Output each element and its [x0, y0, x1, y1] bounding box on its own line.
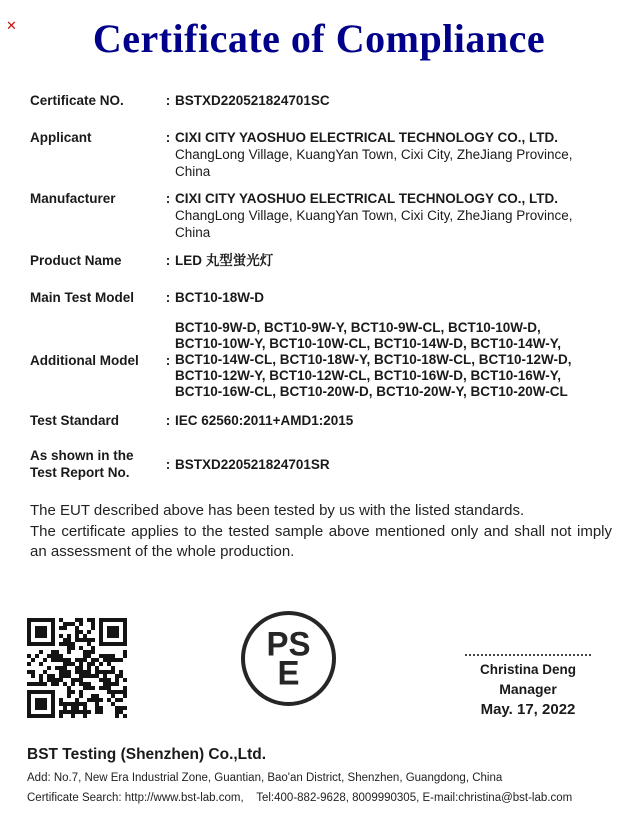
qr-code-block	[26, 617, 128, 719]
main-test-model-value: BCT10-18W-D	[175, 290, 264, 305]
signature-date: May. 17, 2022	[480, 701, 576, 718]
product-name-value: LED 丸型蛍光灯	[175, 253, 274, 268]
applicant-address-line2: China	[175, 164, 211, 179]
additional-model-value	[175, 320, 612, 400]
field-row-certificate-no	[30, 92, 612, 109]
statement-line1: The EUT described above has been tested by us with the listed standards.	[30, 502, 525, 519]
field-row-product-name	[30, 252, 612, 269]
manufacturer-address-line2: China	[175, 225, 211, 240]
pse-mark-top-letters: PS	[266, 624, 311, 663]
test-standard-value: IEC 62560:2011+AMD1:2015	[175, 413, 354, 428]
field-row-test-report-no	[30, 447, 612, 481]
colon-separator: :	[165, 191, 171, 206]
test-report-no-label-line2: Test Report No.	[30, 465, 130, 480]
applicant-address-line1: ChangLong Village, KuangYan Town, Cixi City, ZheJiang Province,	[175, 147, 573, 162]
colon-separator: :	[165, 456, 171, 472]
additional-model-line: BCT10-9W-D, BCT10-9W-Y, BCT10-9W-CL, BCT10-10W-D,	[175, 320, 541, 335]
additional-model-line: BCT10-14W-CL, BCT10-18W-Y, BCT10-18W-CL, BCT10-12W-D,	[175, 352, 572, 367]
colon-separator: :	[165, 130, 171, 145]
certificate-no-value: BSTXD220521824701SC	[175, 93, 330, 108]
manufacturer-company: CIXI CITY YAOSHUO ELECTRICAL TECHNOLOGY CO., LTD.	[175, 191, 559, 206]
signer-role: Manager	[499, 681, 557, 697]
signature-block	[452, 648, 604, 719]
corner-red-mark: ✕	[6, 18, 17, 33]
product-name-label: Product Name	[30, 253, 122, 268]
statement-line2: The certificate applies to the tested sample above mentioned only and shall not imply an assessment of the whole production.	[30, 522, 612, 560]
additional-model-line: BCT10-10W-Y, BCT10-10W-CL, BCT10-14W-D, BCT10-14W-Y,	[175, 336, 561, 351]
colon-separator: :	[165, 290, 171, 305]
test-report-no-label	[30, 447, 161, 481]
issuer-contact-line: Certificate Search: http://www.bst-lab.com, Tel:400-882-9628, 8009990305, E-mail:christina@bst-lab.com	[27, 792, 573, 804]
manufacturer-address-line1: ChangLong Village, KuangYan Town, Cixi City, ZheJiang Province,	[175, 208, 573, 223]
issuer-company-name: BST Testing (Shenzhen) Co.,Ltd.	[27, 746, 267, 763]
applicant-company: CIXI CITY YAOSHUO ELECTRICAL TECHNOLOGY CO., LTD.	[175, 130, 559, 145]
test-standard-label: Test Standard	[30, 413, 120, 428]
field-row-applicant	[30, 129, 612, 180]
applicant-value	[175, 129, 612, 180]
field-row-main-test-model	[30, 289, 612, 306]
certificate-no-label: Certificate NO.	[30, 93, 124, 108]
colon-separator: :	[165, 253, 171, 268]
colon-separator: :	[165, 93, 171, 108]
test-report-no-value: BSTXD220521824701SR	[175, 456, 330, 472]
qr-code	[26, 617, 128, 719]
field-row-additional-model	[30, 320, 612, 400]
field-row-manufacturer	[30, 190, 612, 241]
additional-model-line: BCT10-16W-CL, BCT10-20W-D, BCT10-20W-Y, BCT10-20W-CL	[175, 384, 568, 399]
pse-mark-icon	[241, 611, 336, 706]
certificate-fields	[30, 92, 612, 481]
additional-model-line: BCT10-12W-Y, BCT10-12W-CL, BCT10-16W-D, BCT10-16W-Y,	[175, 368, 561, 383]
page-title: Certificate of Compliance	[92, 16, 546, 61]
test-report-no-label-line1: As shown in the	[30, 448, 134, 463]
field-row-test-standard	[30, 412, 612, 429]
colon-separator: :	[165, 352, 171, 368]
manufacturer-label: Manufacturer	[30, 191, 116, 206]
issuer-address: Add: No.7, New Era Industrial Zone, Guantian, Bao'an District, Shenzhen, Guangdong, China	[27, 772, 503, 784]
issuer-footer	[27, 745, 623, 805]
applicant-label: Applicant	[30, 130, 92, 145]
main-test-model-label: Main Test Model	[30, 290, 135, 305]
colon-separator: :	[165, 413, 171, 428]
additional-model-label: Additional Model	[30, 352, 139, 368]
certificate-statement	[30, 501, 612, 563]
manufacturer-value	[175, 190, 612, 241]
pse-mark-bottom-letter: E	[277, 653, 300, 692]
signer-name: Christina Deng	[479, 662, 576, 677]
signature-dotted-line	[465, 654, 591, 656]
